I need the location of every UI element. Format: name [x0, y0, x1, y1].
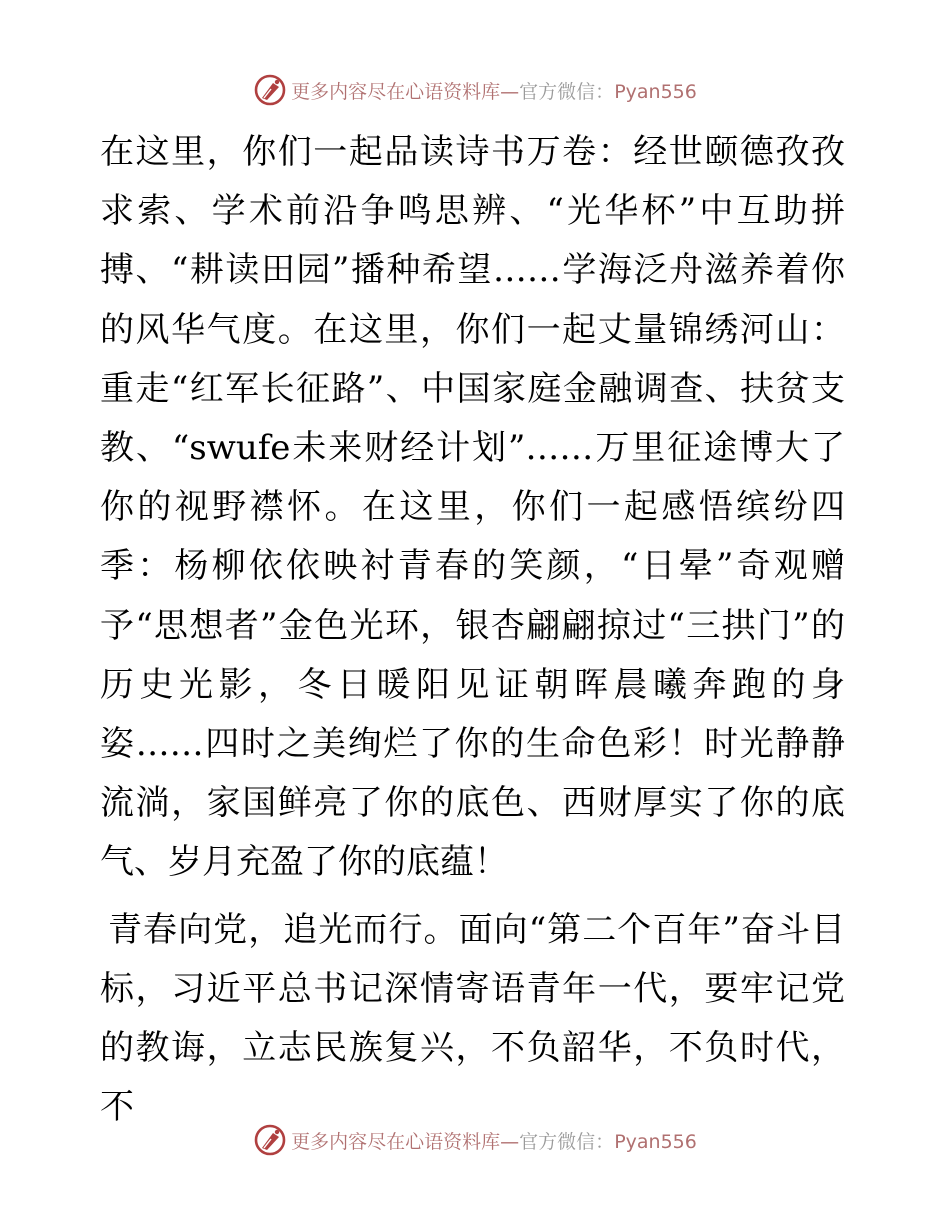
site-name: 更多内容尽在心语资料库— [291, 1130, 520, 1153]
wechat-label: 官方微信： [519, 1130, 615, 1153]
document-body [100, 123, 845, 1137]
wechat-label: 官方微信： [519, 80, 615, 103]
header-watermark [0, 70, 950, 110]
site-name: 更多内容尽在心语资料库— [291, 80, 520, 103]
pen-nib-logo-icon [253, 73, 287, 107]
footer-watermark [0, 1120, 950, 1160]
wechat-id: Pyan556 [614, 80, 697, 103]
pen-nib-logo-icon [253, 1123, 287, 1157]
watermark-text [291, 77, 697, 104]
wechat-id: Pyan556 [614, 1130, 697, 1153]
paragraph-2: 青春向党，追光而行。面向“第二个百年”奋斗目标，习近平总书记深情寄语青年一代，要牢记党的教诲，立志民族复兴，不负韶华，不负时代，不 [100, 909, 845, 1128]
watermark-text [291, 1127, 697, 1154]
paragraph-1: 在这里，你们一起品读诗书万卷：经世颐德孜孜求索、学术前沿争鸣思辨、“光华杯”中互助拼搏、“耕读田园”播种希望……学海泛舟滋养着你的风华气度。在这里，你们一起丈量锦绣河山：重走“红军长征路”、中国家庭金融调查、扶贫支教、“swufe未来财经计划”……万里征途博大了你的视野襟怀。在这里，你们一起感悟缤纷四季：杨柳依依映衬青春的笑颜，“日晕”奇观赠予“思想者”金色光环，银杏翩翩掠过“三拱门”的历史光影，冬日暖阳见证朝晖晨曦奔跑的身姿……四时之美绚烂了你的生命色彩！时光静静流淌，家国鲜亮了你的底色、西财厚实了你的底气、岁月充盈了你的底蕴！ [100, 132, 845, 883]
